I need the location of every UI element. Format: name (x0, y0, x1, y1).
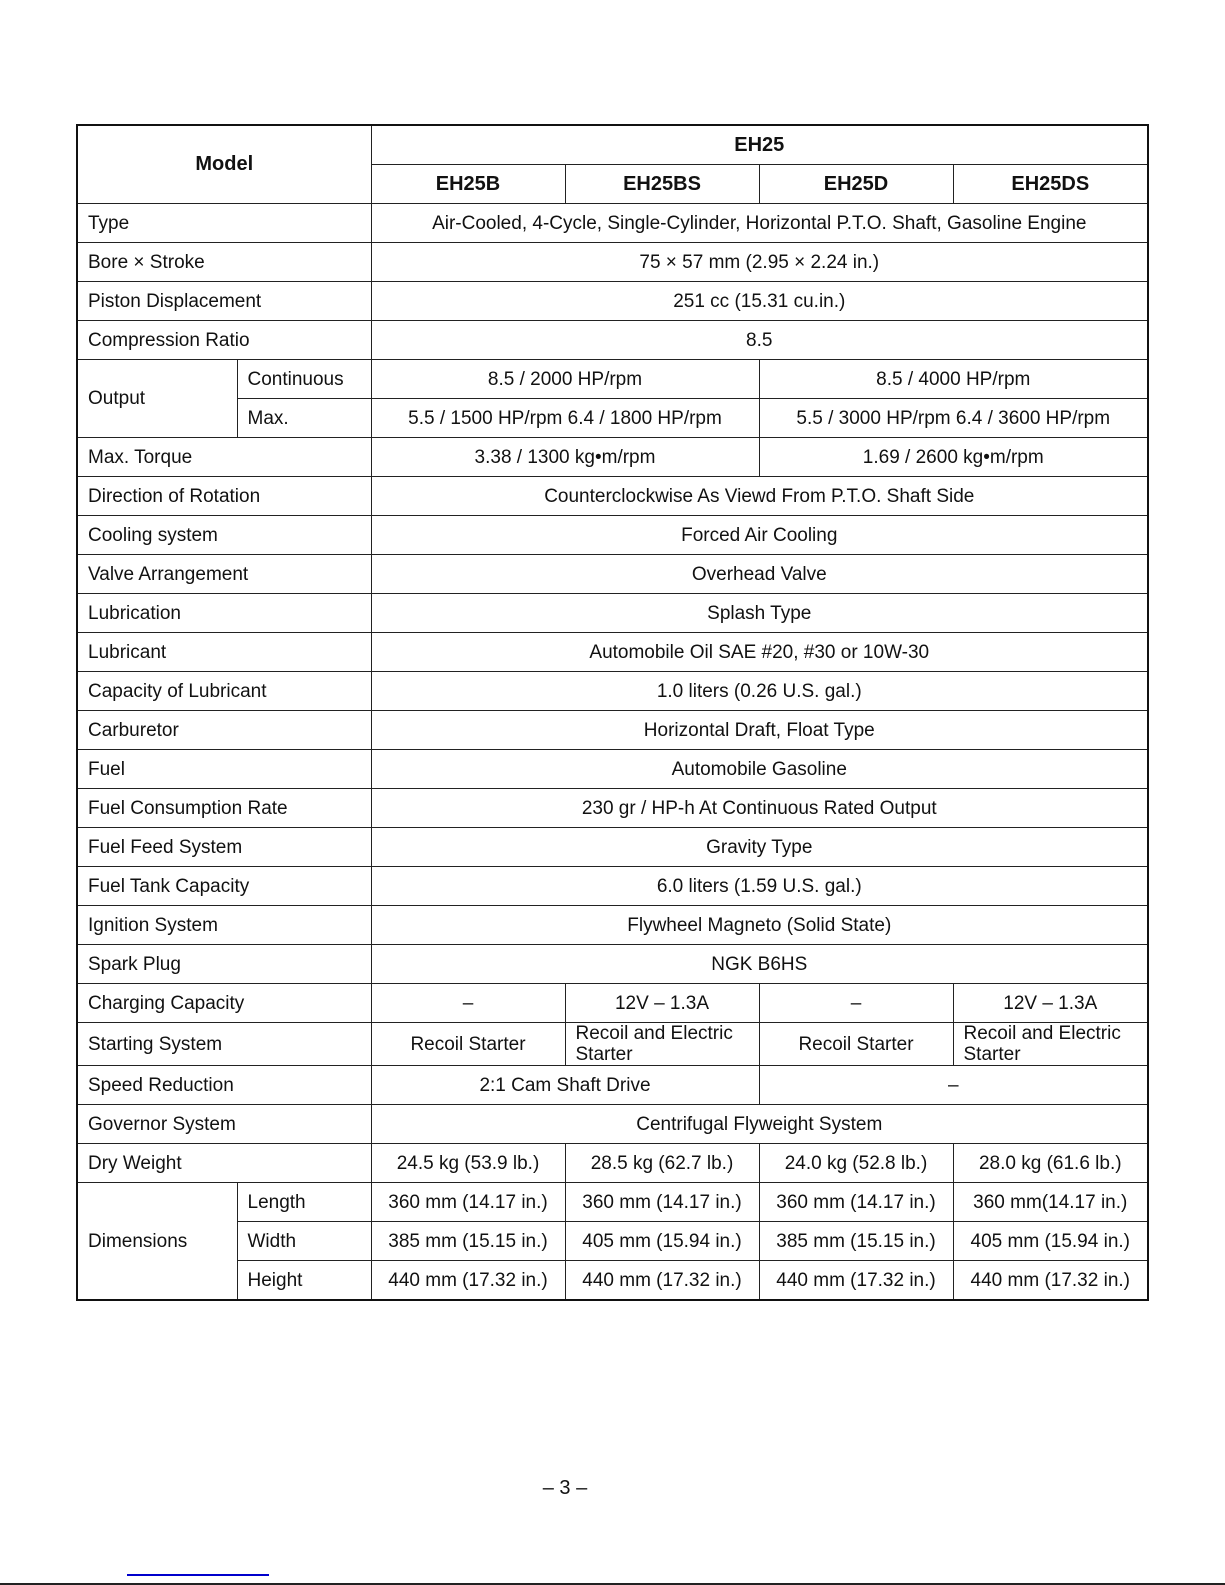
table-row (77, 438, 1148, 477)
row-value: 75 × 57 mm (2.95 × 2.24 in.) (371, 243, 1148, 282)
table-row (77, 477, 1148, 516)
row-value: 440 mm (17.32 in.) (953, 1261, 1148, 1301)
row-label: Direction of Rotation (77, 477, 371, 516)
table-row (77, 1144, 1148, 1183)
model-column-header: EH25BS (565, 165, 759, 204)
row-value: 3.38 / 1300 kg•m/rpm (371, 438, 759, 477)
table-row (77, 321, 1148, 360)
row-value: Gravity Type (371, 828, 1148, 867)
row-label: Capacity of Lubricant (77, 672, 371, 711)
row-value: 360 mm (14.17 in.) (759, 1183, 953, 1222)
row-value: 230 gr / HP-h At Continuous Rated Output (371, 789, 1148, 828)
row-label: Output (77, 360, 237, 438)
table-row (77, 204, 1148, 243)
row-label: Cooling system (77, 516, 371, 555)
row-value: – (759, 1066, 1148, 1105)
series-header: EH25 (371, 125, 1148, 165)
row-label: Lubrication (77, 594, 371, 633)
row-value: 385 mm (15.15 in.) (759, 1222, 953, 1261)
row-value: 28.0 kg (61.6 lb.) (953, 1144, 1148, 1183)
table-row (77, 672, 1148, 711)
row-value: 28.5 kg (62.7 lb.) (565, 1144, 759, 1183)
row-label: Compression Ratio (77, 321, 371, 360)
row-label: Lubricant (77, 633, 371, 672)
model-column-header: EH25DS (953, 165, 1148, 204)
row-label: Spark Plug (77, 945, 371, 984)
row-label: Max. Torque (77, 438, 371, 477)
row-value: 24.0 kg (52.8 lb.) (759, 1144, 953, 1183)
row-value: Overhead Valve (371, 555, 1148, 594)
row-value: 385 mm (15.15 in.) (371, 1222, 565, 1261)
table-row (77, 360, 1148, 399)
row-value: Automobile Gasoline (371, 750, 1148, 789)
table-row (77, 750, 1148, 789)
row-value: – (759, 984, 953, 1023)
row-label: Carburetor (77, 711, 371, 750)
row-label: Speed Reduction (77, 1066, 371, 1105)
row-value: Flywheel Magneto (Solid State) (371, 906, 1148, 945)
table-row (77, 282, 1148, 321)
row-value: Counterclockwise As Viewd From P.T.O. Shaft Side (371, 477, 1148, 516)
table-row (77, 555, 1148, 594)
table-row (77, 945, 1148, 984)
model-column-header: EH25B (371, 165, 565, 204)
row-label: Fuel Feed System (77, 828, 371, 867)
row-value: 12V – 1.3A (953, 984, 1148, 1023)
row-value: 251 cc (15.31 cu.in.) (371, 282, 1148, 321)
row-value: Air-Cooled, 4-Cycle, Single-Cylinder, Horizontal P.T.O. Shaft, Gasoline Engine (371, 204, 1148, 243)
row-value: 440 mm (17.32 in.) (371, 1261, 565, 1301)
row-value: Splash Type (371, 594, 1148, 633)
table-row (77, 867, 1148, 906)
row-label: Dry Weight (77, 1144, 371, 1183)
model-header: Model (77, 125, 371, 204)
row-label: Bore × Stroke (77, 243, 371, 282)
table-row (77, 711, 1148, 750)
row-value: 6.0 liters (1.59 U.S. gal.) (371, 867, 1148, 906)
row-value: – (371, 984, 565, 1023)
link-underline (127, 1574, 269, 1576)
model-column-header: EH25D (759, 165, 953, 204)
row-value: 360 mm (14.17 in.) (565, 1183, 759, 1222)
row-value: 1.69 / 2600 kg•m/rpm (759, 438, 1148, 477)
table-row (77, 1066, 1148, 1105)
row-label: Piston Displacement (77, 282, 371, 321)
row-label: Type (77, 204, 371, 243)
row-value: 8.5 / 4000 HP/rpm (759, 360, 1148, 399)
table-row (77, 594, 1148, 633)
row-label: Charging Capacity (77, 984, 371, 1023)
row-label: Starting System (77, 1023, 371, 1066)
row-value: 440 mm (17.32 in.) (565, 1261, 759, 1301)
row-label: Valve Arrangement (77, 555, 371, 594)
sub-row-label: Continuous (237, 360, 371, 399)
table-row (77, 633, 1148, 672)
row-value: 405 mm (15.94 in.) (953, 1222, 1148, 1261)
table-row (77, 1105, 1148, 1144)
row-value: 5.5 / 1500 HP/rpm 6.4 / 1800 HP/rpm (371, 399, 759, 438)
row-value: 405 mm (15.94 in.) (565, 1222, 759, 1261)
row-value: Recoil Starter (759, 1023, 953, 1066)
sub-row-label: Max. (237, 399, 371, 438)
table-row (77, 243, 1148, 282)
row-value: 440 mm (17.32 in.) (759, 1261, 953, 1301)
sub-row-label: Height (237, 1261, 371, 1301)
page-number: – 3 – (542, 1477, 588, 1499)
row-value: 2:1 Cam Shaft Drive (371, 1066, 759, 1105)
row-value: NGK B6HS (371, 945, 1148, 984)
table-row (77, 828, 1148, 867)
table-row (77, 1261, 1148, 1301)
row-value: 8.5 (371, 321, 1148, 360)
row-value: Recoil and Electric Starter (565, 1023, 759, 1066)
row-value: 12V – 1.3A (565, 984, 759, 1023)
row-label: Fuel (77, 750, 371, 789)
row-value: 8.5 / 2000 HP/rpm (371, 360, 759, 399)
row-value: Recoil and Electric Starter (953, 1023, 1148, 1066)
row-value: 360 mm (14.17 in.) (371, 1183, 565, 1222)
row-value: Horizontal Draft, Float Type (371, 711, 1148, 750)
table-row (77, 1023, 1148, 1066)
row-value: 1.0 liters (0.26 U.S. gal.) (371, 672, 1148, 711)
row-value: 24.5 kg (53.9 lb.) (371, 1144, 565, 1183)
table-row (77, 516, 1148, 555)
table-row (77, 1183, 1148, 1222)
row-value: Centrifugal Flyweight System (371, 1105, 1148, 1144)
row-label: Governor System (77, 1105, 371, 1144)
row-value: Recoil Starter (371, 1023, 565, 1066)
row-value: 5.5 / 3000 HP/rpm 6.4 / 3600 HP/rpm (759, 399, 1148, 438)
row-label: Fuel Consumption Rate (77, 789, 371, 828)
table-row (77, 984, 1148, 1023)
table-row (77, 1222, 1148, 1261)
sub-row-label: Length (237, 1183, 371, 1222)
row-value: Automobile Oil SAE #20, #30 or 10W-30 (371, 633, 1148, 672)
specifications-table (76, 124, 1149, 1301)
row-label: Ignition System (77, 906, 371, 945)
row-value: Forced Air Cooling (371, 516, 1148, 555)
row-label: Fuel Tank Capacity (77, 867, 371, 906)
table-row (77, 399, 1148, 438)
row-value: 360 mm(14.17 in.) (953, 1183, 1148, 1222)
table-row (77, 906, 1148, 945)
table-row (77, 789, 1148, 828)
row-label: Dimensions (77, 1183, 237, 1301)
sub-row-label: Width (237, 1222, 371, 1261)
